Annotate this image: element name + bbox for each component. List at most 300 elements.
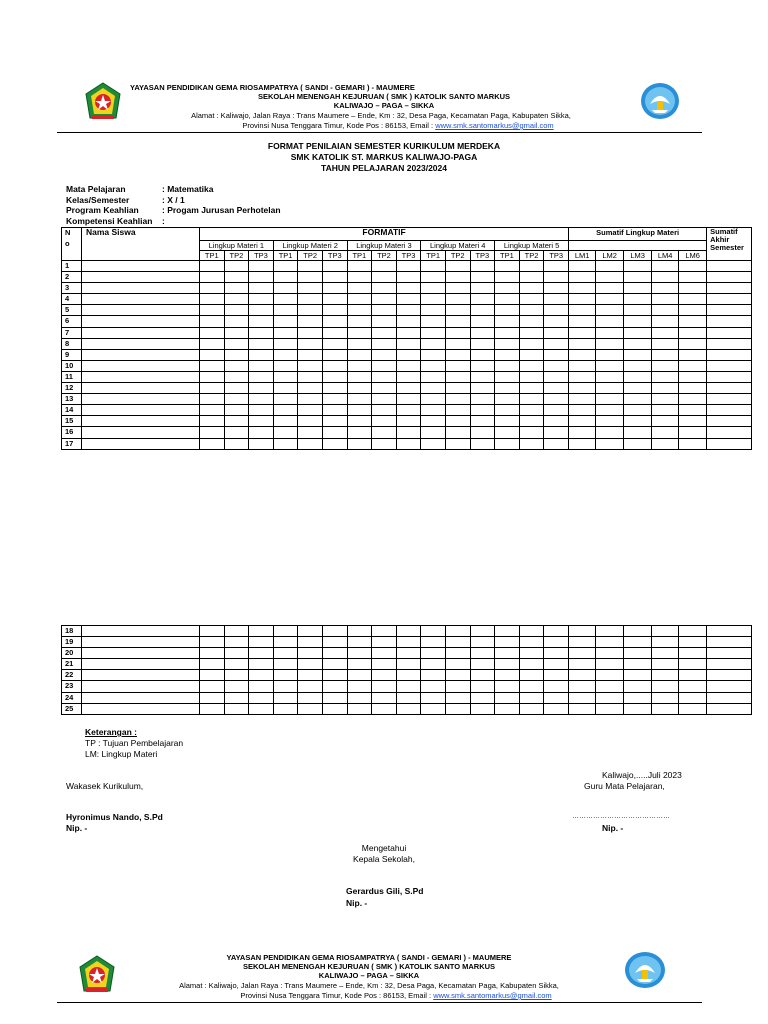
score-cell[interactable] [679, 383, 707, 394]
score-cell[interactable] [322, 371, 347, 382]
score-cell[interactable] [372, 371, 397, 382]
score-cell[interactable] [347, 648, 372, 659]
score-cell[interactable] [249, 681, 274, 692]
score-cell[interactable] [200, 681, 225, 692]
score-cell[interactable] [224, 703, 249, 714]
score-cell[interactable] [445, 405, 470, 416]
score-cell[interactable] [224, 427, 249, 438]
score-cell[interactable] [322, 626, 347, 637]
score-cell[interactable] [569, 427, 596, 438]
score-cell[interactable] [372, 626, 397, 637]
score-cell[interactable] [200, 360, 225, 371]
score-cell[interactable] [347, 394, 372, 405]
score-cell[interactable] [707, 416, 752, 427]
score-cell[interactable] [624, 394, 652, 405]
score-cell[interactable] [495, 670, 520, 681]
score-cell[interactable] [224, 405, 249, 416]
score-cell[interactable] [470, 360, 495, 371]
score-cell[interactable] [249, 261, 274, 272]
score-cell[interactable] [678, 659, 706, 670]
score-cell[interactable] [372, 637, 397, 648]
score-cell[interactable] [445, 670, 470, 681]
score-cell[interactable] [396, 316, 421, 327]
score-cell[interactable] [596, 272, 624, 283]
score-cell[interactable] [445, 349, 470, 360]
score-cell[interactable] [249, 394, 274, 405]
score-cell[interactable] [396, 703, 421, 714]
score-cell[interactable] [569, 283, 596, 294]
score-cell[interactable] [200, 637, 225, 648]
score-cell[interactable] [495, 416, 520, 427]
score-cell[interactable] [495, 626, 520, 637]
score-cell[interactable] [519, 283, 544, 294]
score-cell[interactable] [273, 416, 298, 427]
score-cell[interactable] [495, 383, 520, 394]
score-cell[interactable] [706, 659, 751, 670]
score-cell[interactable] [396, 349, 421, 360]
score-cell[interactable] [322, 703, 347, 714]
score-cell[interactable] [652, 294, 679, 305]
score-cell[interactable] [470, 405, 495, 416]
score-cell[interactable] [421, 305, 446, 316]
score-cell[interactable] [569, 261, 596, 272]
score-cell[interactable] [679, 360, 707, 371]
score-cell[interactable] [273, 371, 298, 382]
score-cell[interactable] [396, 659, 421, 670]
score-cell[interactable] [298, 316, 323, 327]
score-cell[interactable] [249, 272, 274, 283]
student-name-cell[interactable] [82, 416, 200, 427]
score-cell[interactable] [470, 394, 495, 405]
score-cell[interactable] [200, 327, 225, 338]
score-cell[interactable] [623, 670, 651, 681]
score-cell[interactable] [568, 670, 595, 681]
score-cell[interactable] [519, 305, 544, 316]
score-cell[interactable] [372, 272, 397, 283]
score-cell[interactable] [652, 416, 679, 427]
score-cell[interactable] [707, 338, 752, 349]
score-cell[interactable] [519, 294, 544, 305]
score-cell[interactable] [595, 637, 623, 648]
score-cell[interactable] [445, 394, 470, 405]
score-cell[interactable] [249, 316, 274, 327]
score-cell[interactable] [249, 438, 274, 449]
score-cell[interactable] [624, 316, 652, 327]
score-cell[interactable] [519, 626, 544, 637]
score-cell[interactable] [470, 261, 495, 272]
score-cell[interactable] [347, 383, 372, 394]
score-cell[interactable] [470, 305, 495, 316]
score-cell[interactable] [396, 261, 421, 272]
score-cell[interactable] [624, 416, 652, 427]
score-cell[interactable] [652, 438, 679, 449]
score-cell[interactable] [200, 703, 225, 714]
score-cell[interactable] [396, 305, 421, 316]
score-cell[interactable] [568, 703, 595, 714]
score-cell[interactable] [495, 349, 520, 360]
score-cell[interactable] [396, 294, 421, 305]
score-cell[interactable] [224, 283, 249, 294]
score-cell[interactable] [298, 360, 323, 371]
score-cell[interactable] [372, 327, 397, 338]
score-cell[interactable] [544, 305, 569, 316]
score-cell[interactable] [568, 681, 595, 692]
student-name-cell[interactable] [82, 327, 200, 338]
score-cell[interactable] [707, 294, 752, 305]
score-cell[interactable] [623, 681, 651, 692]
score-cell[interactable] [322, 305, 347, 316]
score-cell[interactable] [595, 626, 623, 637]
score-cell[interactable] [396, 371, 421, 382]
score-cell[interactable] [470, 371, 495, 382]
score-cell[interactable] [224, 349, 249, 360]
score-cell[interactable] [322, 681, 347, 692]
score-cell[interactable] [322, 383, 347, 394]
score-cell[interactable] [568, 692, 595, 703]
score-cell[interactable] [273, 383, 298, 394]
score-cell[interactable] [623, 703, 651, 714]
score-cell[interactable] [652, 360, 679, 371]
score-cell[interactable] [224, 438, 249, 449]
score-cell[interactable] [495, 305, 520, 316]
score-cell[interactable] [396, 327, 421, 338]
score-cell[interactable] [200, 294, 225, 305]
score-cell[interactable] [372, 659, 397, 670]
score-cell[interactable] [298, 416, 323, 427]
score-cell[interactable] [298, 394, 323, 405]
score-cell[interactable] [569, 394, 596, 405]
score-cell[interactable] [445, 416, 470, 427]
score-cell[interactable] [249, 637, 274, 648]
score-cell[interactable] [707, 349, 752, 360]
score-cell[interactable] [495, 405, 520, 416]
score-cell[interactable] [347, 283, 372, 294]
score-cell[interactable] [544, 670, 569, 681]
score-cell[interactable] [445, 338, 470, 349]
score-cell[interactable] [706, 637, 751, 648]
score-cell[interactable] [347, 692, 372, 703]
score-cell[interactable] [322, 272, 347, 283]
score-cell[interactable] [298, 659, 323, 670]
score-cell[interactable] [652, 383, 679, 394]
score-cell[interactable] [624, 371, 652, 382]
score-cell[interactable] [470, 438, 495, 449]
score-cell[interactable] [224, 294, 249, 305]
score-cell[interactable] [273, 626, 298, 637]
score-cell[interactable] [519, 670, 544, 681]
score-cell[interactable] [568, 648, 595, 659]
score-cell[interactable] [651, 681, 678, 692]
score-cell[interactable] [322, 338, 347, 349]
score-cell[interactable] [396, 360, 421, 371]
score-cell[interactable] [596, 283, 624, 294]
score-cell[interactable] [595, 670, 623, 681]
score-cell[interactable] [322, 394, 347, 405]
score-cell[interactable] [322, 327, 347, 338]
score-cell[interactable] [470, 338, 495, 349]
score-cell[interactable] [421, 438, 446, 449]
score-cell[interactable] [372, 283, 397, 294]
score-cell[interactable] [569, 305, 596, 316]
score-cell[interactable] [470, 327, 495, 338]
student-name-cell[interactable] [82, 261, 200, 272]
score-cell[interactable] [707, 427, 752, 438]
score-cell[interactable] [347, 371, 372, 382]
score-cell[interactable] [569, 416, 596, 427]
score-cell[interactable] [200, 692, 225, 703]
score-cell[interactable] [595, 681, 623, 692]
score-cell[interactable] [470, 383, 495, 394]
score-cell[interactable] [470, 294, 495, 305]
score-cell[interactable] [200, 438, 225, 449]
score-cell[interactable] [707, 371, 752, 382]
score-cell[interactable] [372, 338, 397, 349]
score-cell[interactable] [273, 283, 298, 294]
score-cell[interactable] [652, 371, 679, 382]
score-cell[interactable] [421, 681, 446, 692]
score-cell[interactable] [652, 394, 679, 405]
score-cell[interactable] [624, 327, 652, 338]
student-name-cell[interactable] [82, 692, 200, 703]
score-cell[interactable] [200, 394, 225, 405]
score-cell[interactable] [519, 327, 544, 338]
score-cell[interactable] [470, 316, 495, 327]
score-cell[interactable] [651, 670, 678, 681]
score-cell[interactable] [298, 670, 323, 681]
score-cell[interactable] [200, 383, 225, 394]
score-cell[interactable] [544, 360, 569, 371]
score-cell[interactable] [372, 394, 397, 405]
score-cell[interactable] [652, 305, 679, 316]
score-cell[interactable] [298, 261, 323, 272]
score-cell[interactable] [679, 261, 707, 272]
score-cell[interactable] [519, 338, 544, 349]
score-cell[interactable] [652, 283, 679, 294]
student-name-cell[interactable] [82, 294, 200, 305]
score-cell[interactable] [421, 637, 446, 648]
score-cell[interactable] [519, 692, 544, 703]
score-cell[interactable] [623, 648, 651, 659]
score-cell[interactable] [678, 648, 706, 659]
score-cell[interactable] [707, 316, 752, 327]
student-name-cell[interactable] [82, 703, 200, 714]
score-cell[interactable] [623, 659, 651, 670]
score-cell[interactable] [519, 383, 544, 394]
score-cell[interactable] [200, 416, 225, 427]
score-cell[interactable] [249, 283, 274, 294]
student-name-cell[interactable] [82, 338, 200, 349]
score-cell[interactable] [679, 283, 707, 294]
score-cell[interactable] [624, 427, 652, 438]
score-cell[interactable] [569, 316, 596, 327]
score-cell[interactable] [224, 659, 249, 670]
score-cell[interactable] [445, 305, 470, 316]
score-cell[interactable] [544, 261, 569, 272]
score-cell[interactable] [224, 305, 249, 316]
score-cell[interactable] [200, 283, 225, 294]
score-cell[interactable] [624, 338, 652, 349]
score-cell[interactable] [200, 349, 225, 360]
score-cell[interactable] [372, 703, 397, 714]
score-cell[interactable] [273, 305, 298, 316]
score-cell[interactable] [273, 703, 298, 714]
score-cell[interactable] [372, 305, 397, 316]
score-cell[interactable] [249, 648, 274, 659]
score-cell[interactable] [652, 427, 679, 438]
score-cell[interactable] [421, 338, 446, 349]
score-cell[interactable] [298, 283, 323, 294]
score-cell[interactable] [624, 383, 652, 394]
score-cell[interactable] [347, 294, 372, 305]
score-cell[interactable] [372, 648, 397, 659]
score-cell[interactable] [273, 648, 298, 659]
score-cell[interactable] [200, 305, 225, 316]
score-cell[interactable] [495, 637, 520, 648]
score-cell[interactable] [706, 648, 751, 659]
score-cell[interactable] [544, 283, 569, 294]
score-cell[interactable] [224, 692, 249, 703]
score-cell[interactable] [495, 272, 520, 283]
score-cell[interactable] [544, 438, 569, 449]
score-cell[interactable] [678, 626, 706, 637]
score-cell[interactable] [651, 692, 678, 703]
score-cell[interactable] [347, 438, 372, 449]
score-cell[interactable] [707, 305, 752, 316]
score-cell[interactable] [322, 692, 347, 703]
score-cell[interactable] [568, 626, 595, 637]
score-cell[interactable] [445, 360, 470, 371]
score-cell[interactable] [396, 416, 421, 427]
score-cell[interactable] [445, 294, 470, 305]
score-cell[interactable] [421, 371, 446, 382]
score-cell[interactable] [445, 316, 470, 327]
score-cell[interactable] [298, 637, 323, 648]
score-cell[interactable] [249, 349, 274, 360]
score-cell[interactable] [679, 371, 707, 382]
score-cell[interactable] [470, 681, 495, 692]
score-cell[interactable] [470, 703, 495, 714]
score-cell[interactable] [706, 692, 751, 703]
score-cell[interactable] [544, 405, 569, 416]
score-cell[interactable] [347, 349, 372, 360]
score-cell[interactable] [519, 371, 544, 382]
score-cell[interactable] [679, 394, 707, 405]
score-cell[interactable] [273, 360, 298, 371]
score-cell[interactable] [707, 438, 752, 449]
score-cell[interactable] [652, 272, 679, 283]
score-cell[interactable] [249, 360, 274, 371]
score-cell[interactable] [519, 681, 544, 692]
score-cell[interactable] [470, 659, 495, 670]
score-cell[interactable] [544, 416, 569, 427]
score-cell[interactable] [495, 371, 520, 382]
score-cell[interactable] [706, 703, 751, 714]
score-cell[interactable] [651, 703, 678, 714]
score-cell[interactable] [224, 338, 249, 349]
score-cell[interactable] [347, 327, 372, 338]
score-cell[interactable] [596, 327, 624, 338]
score-cell[interactable] [569, 349, 596, 360]
score-cell[interactable] [470, 349, 495, 360]
score-cell[interactable] [273, 681, 298, 692]
score-cell[interactable] [298, 427, 323, 438]
score-cell[interactable] [651, 648, 678, 659]
score-cell[interactable] [224, 272, 249, 283]
score-cell[interactable] [347, 703, 372, 714]
score-cell[interactable] [495, 327, 520, 338]
score-cell[interactable] [421, 405, 446, 416]
score-cell[interactable] [596, 371, 624, 382]
score-cell[interactable] [519, 405, 544, 416]
score-cell[interactable] [544, 272, 569, 283]
score-cell[interactable] [322, 416, 347, 427]
score-cell[interactable] [421, 349, 446, 360]
score-cell[interactable] [273, 394, 298, 405]
score-cell[interactable] [544, 371, 569, 382]
score-cell[interactable] [421, 383, 446, 394]
score-cell[interactable] [706, 681, 751, 692]
score-cell[interactable] [445, 327, 470, 338]
score-cell[interactable] [249, 670, 274, 681]
score-cell[interactable] [624, 272, 652, 283]
score-cell[interactable] [495, 294, 520, 305]
score-cell[interactable] [445, 637, 470, 648]
score-cell[interactable] [544, 648, 569, 659]
score-cell[interactable] [495, 659, 520, 670]
score-cell[interactable] [519, 349, 544, 360]
score-cell[interactable] [396, 283, 421, 294]
score-cell[interactable] [396, 272, 421, 283]
score-cell[interactable] [200, 670, 225, 681]
score-cell[interactable] [470, 692, 495, 703]
score-cell[interactable] [322, 283, 347, 294]
score-cell[interactable] [519, 427, 544, 438]
score-cell[interactable] [298, 305, 323, 316]
score-cell[interactable] [372, 438, 397, 449]
score-cell[interactable] [224, 261, 249, 272]
score-cell[interactable] [396, 338, 421, 349]
score-cell[interactable] [249, 383, 274, 394]
score-cell[interactable] [595, 648, 623, 659]
score-cell[interactable] [470, 427, 495, 438]
score-cell[interactable] [224, 371, 249, 382]
score-cell[interactable] [249, 416, 274, 427]
score-cell[interactable] [544, 427, 569, 438]
score-cell[interactable] [421, 692, 446, 703]
score-cell[interactable] [249, 371, 274, 382]
score-cell[interactable] [224, 648, 249, 659]
score-cell[interactable] [273, 338, 298, 349]
score-cell[interactable] [679, 316, 707, 327]
score-cell[interactable] [273, 316, 298, 327]
letterhead-email-link[interactable]: www.smk.santomarkus@gmail.com [435, 121, 554, 130]
score-cell[interactable] [347, 670, 372, 681]
score-cell[interactable] [707, 272, 752, 283]
score-cell[interactable] [347, 305, 372, 316]
score-cell[interactable] [519, 416, 544, 427]
score-cell[interactable] [421, 283, 446, 294]
score-cell[interactable] [445, 659, 470, 670]
score-cell[interactable] [347, 316, 372, 327]
score-cell[interactable] [421, 648, 446, 659]
score-cell[interactable] [298, 371, 323, 382]
score-cell[interactable] [200, 427, 225, 438]
score-cell[interactable] [652, 327, 679, 338]
score-cell[interactable] [372, 670, 397, 681]
score-cell[interactable] [651, 637, 678, 648]
score-cell[interactable] [519, 272, 544, 283]
score-cell[interactable] [519, 637, 544, 648]
